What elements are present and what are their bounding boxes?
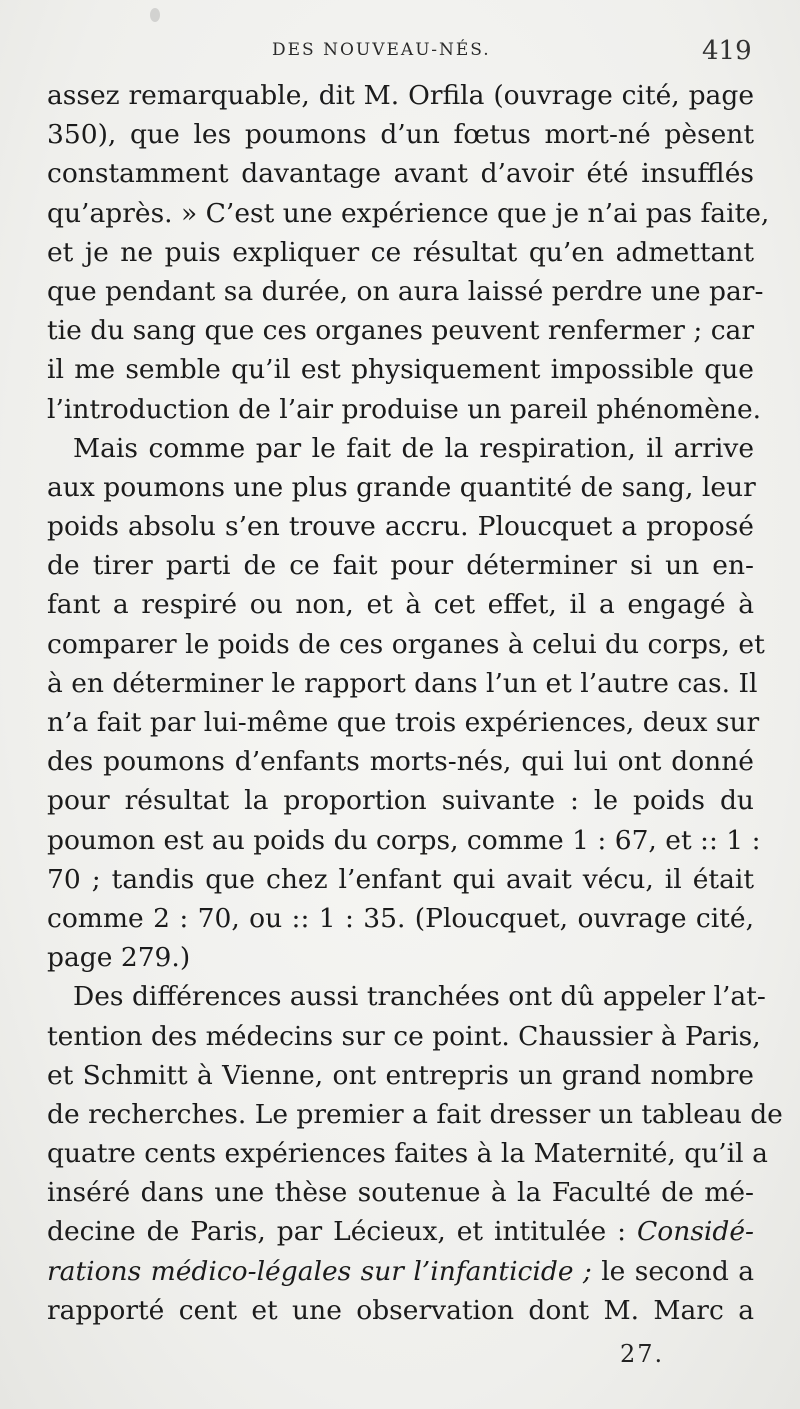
italic-title: Considé- [637,1216,754,1248]
text-line: poids absolu s’en trouve accru. Ploucquet a proposé [47,511,754,543]
text-line: 70 ; tandis que chez l’enfant qui avait vécu, il était [47,863,754,895]
text-line: quatre cents expériences faites à la Maternité, qu’il a [47,1138,768,1170]
text-line: rapporté cent et une observation dont M. Marc a [47,1294,754,1326]
page-header [0,36,800,66]
ink-stain [150,8,160,22]
text-line: de recherches. Le premier a fait dresser un tableau de [47,1098,783,1130]
paragraph-start-line: Des différences aussi tranchées ont dû appeler l’at- [73,981,766,1013]
text-line: l’introduction de l’air produise un pareil phénomène. [47,393,762,425]
text-line: de tirer parti de ce fait pour déterminer si un en- [47,550,754,582]
text-line: rations médico-légales sur l’infanticide ; le second a [47,1255,754,1287]
text-line: fant a respiré ou non, et à cet effet, il a engagé à [47,589,754,621]
running-head: DES NOUVEAU-NÉS. [272,40,491,60]
text-line: page 279.) [47,942,191,974]
text-line: pour résultat la proportion suivante : le poids du [47,785,754,817]
text-line: aux poumons une plus grande quantité de sang, leur [47,471,756,503]
text-line: comparer le poids de ces organes à celui du corps, et [47,628,765,660]
paragraph-start-line: Mais comme par le fait de la respiration, il arrive [73,432,754,464]
page-number: 419 [702,36,752,66]
text-line: decine de Paris, par Lécieux, et intitulée : Considé- [47,1216,754,1248]
text-line: tie du sang que ces organes peuvent renfermer ; car [47,315,755,347]
text-line: assez remarquable, dit M. Orfila (ouvrage cité, page [47,80,754,111]
text-line: et Schmitt à Vienne, ont entrepris un grand nombre [47,1059,754,1091]
text-line: et je ne puis expliquer ce résultat qu’en admettant [47,236,754,268]
signature-mark: 27. [620,1340,665,1368]
text-line: n’a fait par lui-même que trois expériences, deux sur [47,707,760,738]
text-line: à en déterminer le rapport dans l’un et l’autre cas. Il [47,667,758,699]
text-line: comme 2 : 70, ou :: 1 : 35. (Ploucquet, ouvrage cité, [47,902,754,934]
text-line: tention des médecins sur ce point. Chaussier à Paris, [47,1020,761,1052]
body-text [47,76,783,1330]
italic-title: rations médico-légales sur l’infanticide ; [47,1255,592,1287]
text-line: poumon est au poids du corps, comme 1 : 67, et :: 1 : [47,824,761,856]
text-line: 350), que les poumons d’un fœtus mort-né pèsent [47,119,754,151]
text-line: que pendant sa durée, on aura laissé perdre une par- [47,275,764,307]
text-line: qu’après. » C’est une expérience que je n’ai pas faite, [47,197,770,229]
text-line: constamment davantage avant d’avoir été insufflés [47,158,754,190]
text-line: inséré dans une thèse soutenue à la Faculté de mé- [47,1177,754,1209]
text-line: des poumons d’enfants morts-nés, qui lui ont donné [47,746,754,778]
text-line: il me semble qu’il est physiquement impossible que [47,354,754,386]
